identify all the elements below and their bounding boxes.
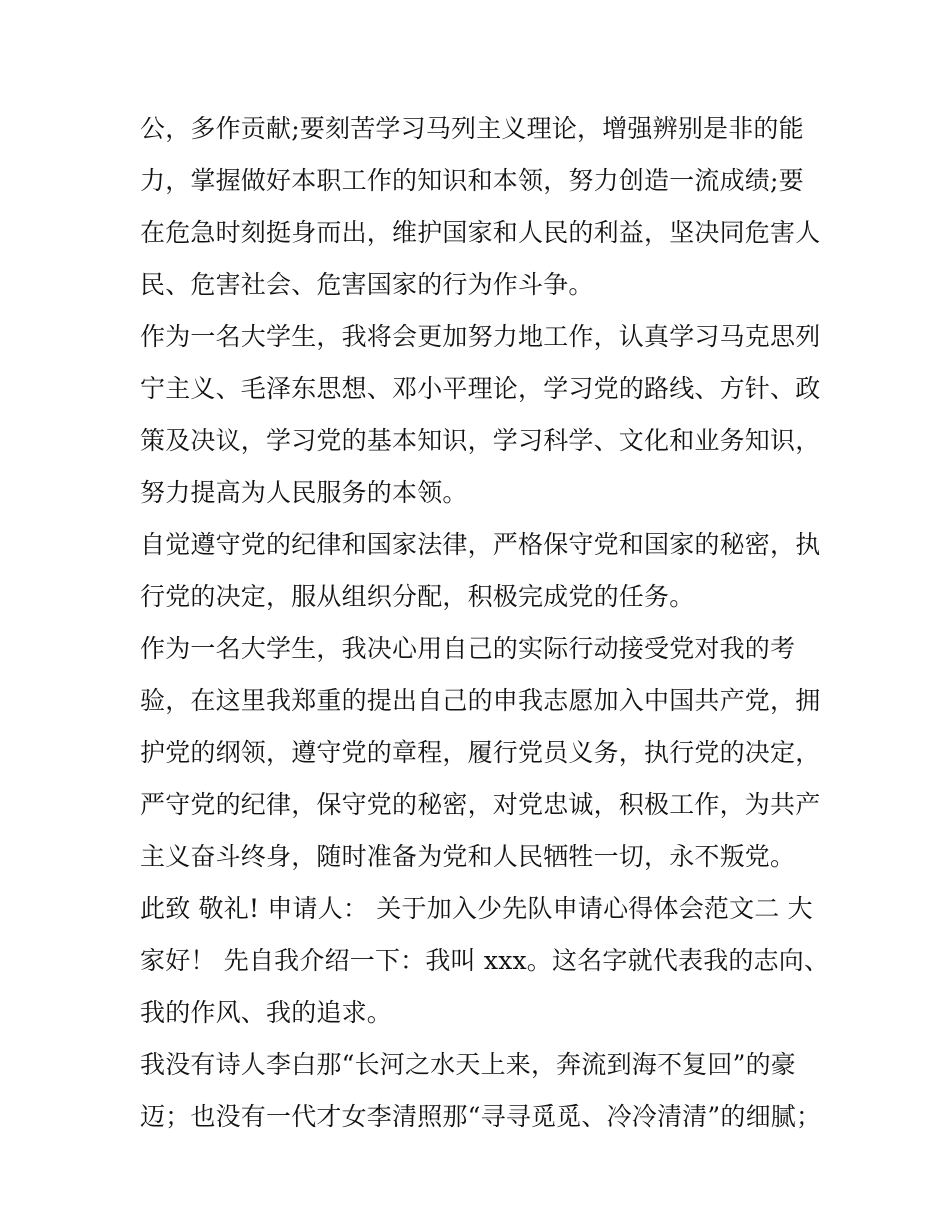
text-line: 行党的决定，服从组织分配，积极完成党的任务。 [140,582,695,611]
text-line: 护党的纲领，遵守党的章程，履行党员义务，执行党的决定， [140,738,821,767]
text-line: 民、危害社会、危害国家的行为作斗争。 [140,270,594,299]
text-line: 验，在这里我郑重的提出自己的申我志愿加入中国共产党，拥 [140,686,821,715]
text-line: 作为一名大学生，我将会更加努力地工作，认真学习马克思列 [140,322,821,351]
text-line: 自觉遵守党的纪律和国家法律，严格保守党和国家的秘密，执 [140,530,821,559]
text-line: 作为一名大学生，我决心用自己的实际行动接受党对我的考 [140,634,796,663]
text-line: 策及决议，学习党的基本知识，学习科学、文化和业务知识， [140,426,821,455]
text-line: 此致 敬礼! 申请人： 关于加入少先队申请心得体会范文二 大 [140,894,813,923]
text-line: 迈；也没有一代才女李清照那“寻寻觅觅、冷冷清清”的细腻； [140,1102,822,1131]
document-body [140,103,830,1143]
text-line: 努力提高为人民服务的本领。 [140,478,468,507]
text-line: 宁主义、毛泽东思想、邓小平理论，学习党的路线、方针、政 [140,374,821,403]
text-line: 我没有诗人李白那“长河之水天上来，奔流到海不复回”的豪 [140,1050,796,1079]
text-line: 公，多作贡献;要刻苦学习马列主义理论，增强辨别是非的能 [140,114,804,143]
text-line: 严守党的纪律，保守党的秘密，对党忠诚，积极工作，为共产 [140,790,821,819]
text-line: 在危急时刻挺身而出，维护国家和人民的利益，坚决同危害人 [140,218,821,247]
text-line: 力，掌握做好本职工作的知识和本领，努力创造一流成绩;要 [140,166,804,195]
text-line: 主义奋斗终身，随时准备为党和人民牺牲一切，永不叛党。 [140,842,796,871]
text-line: 我的作风、我的追求。 [140,998,393,1027]
text-line: 家好！ 先自我介绍一下：我叫 xxx。这名字就代表我的志向、 [140,946,830,975]
